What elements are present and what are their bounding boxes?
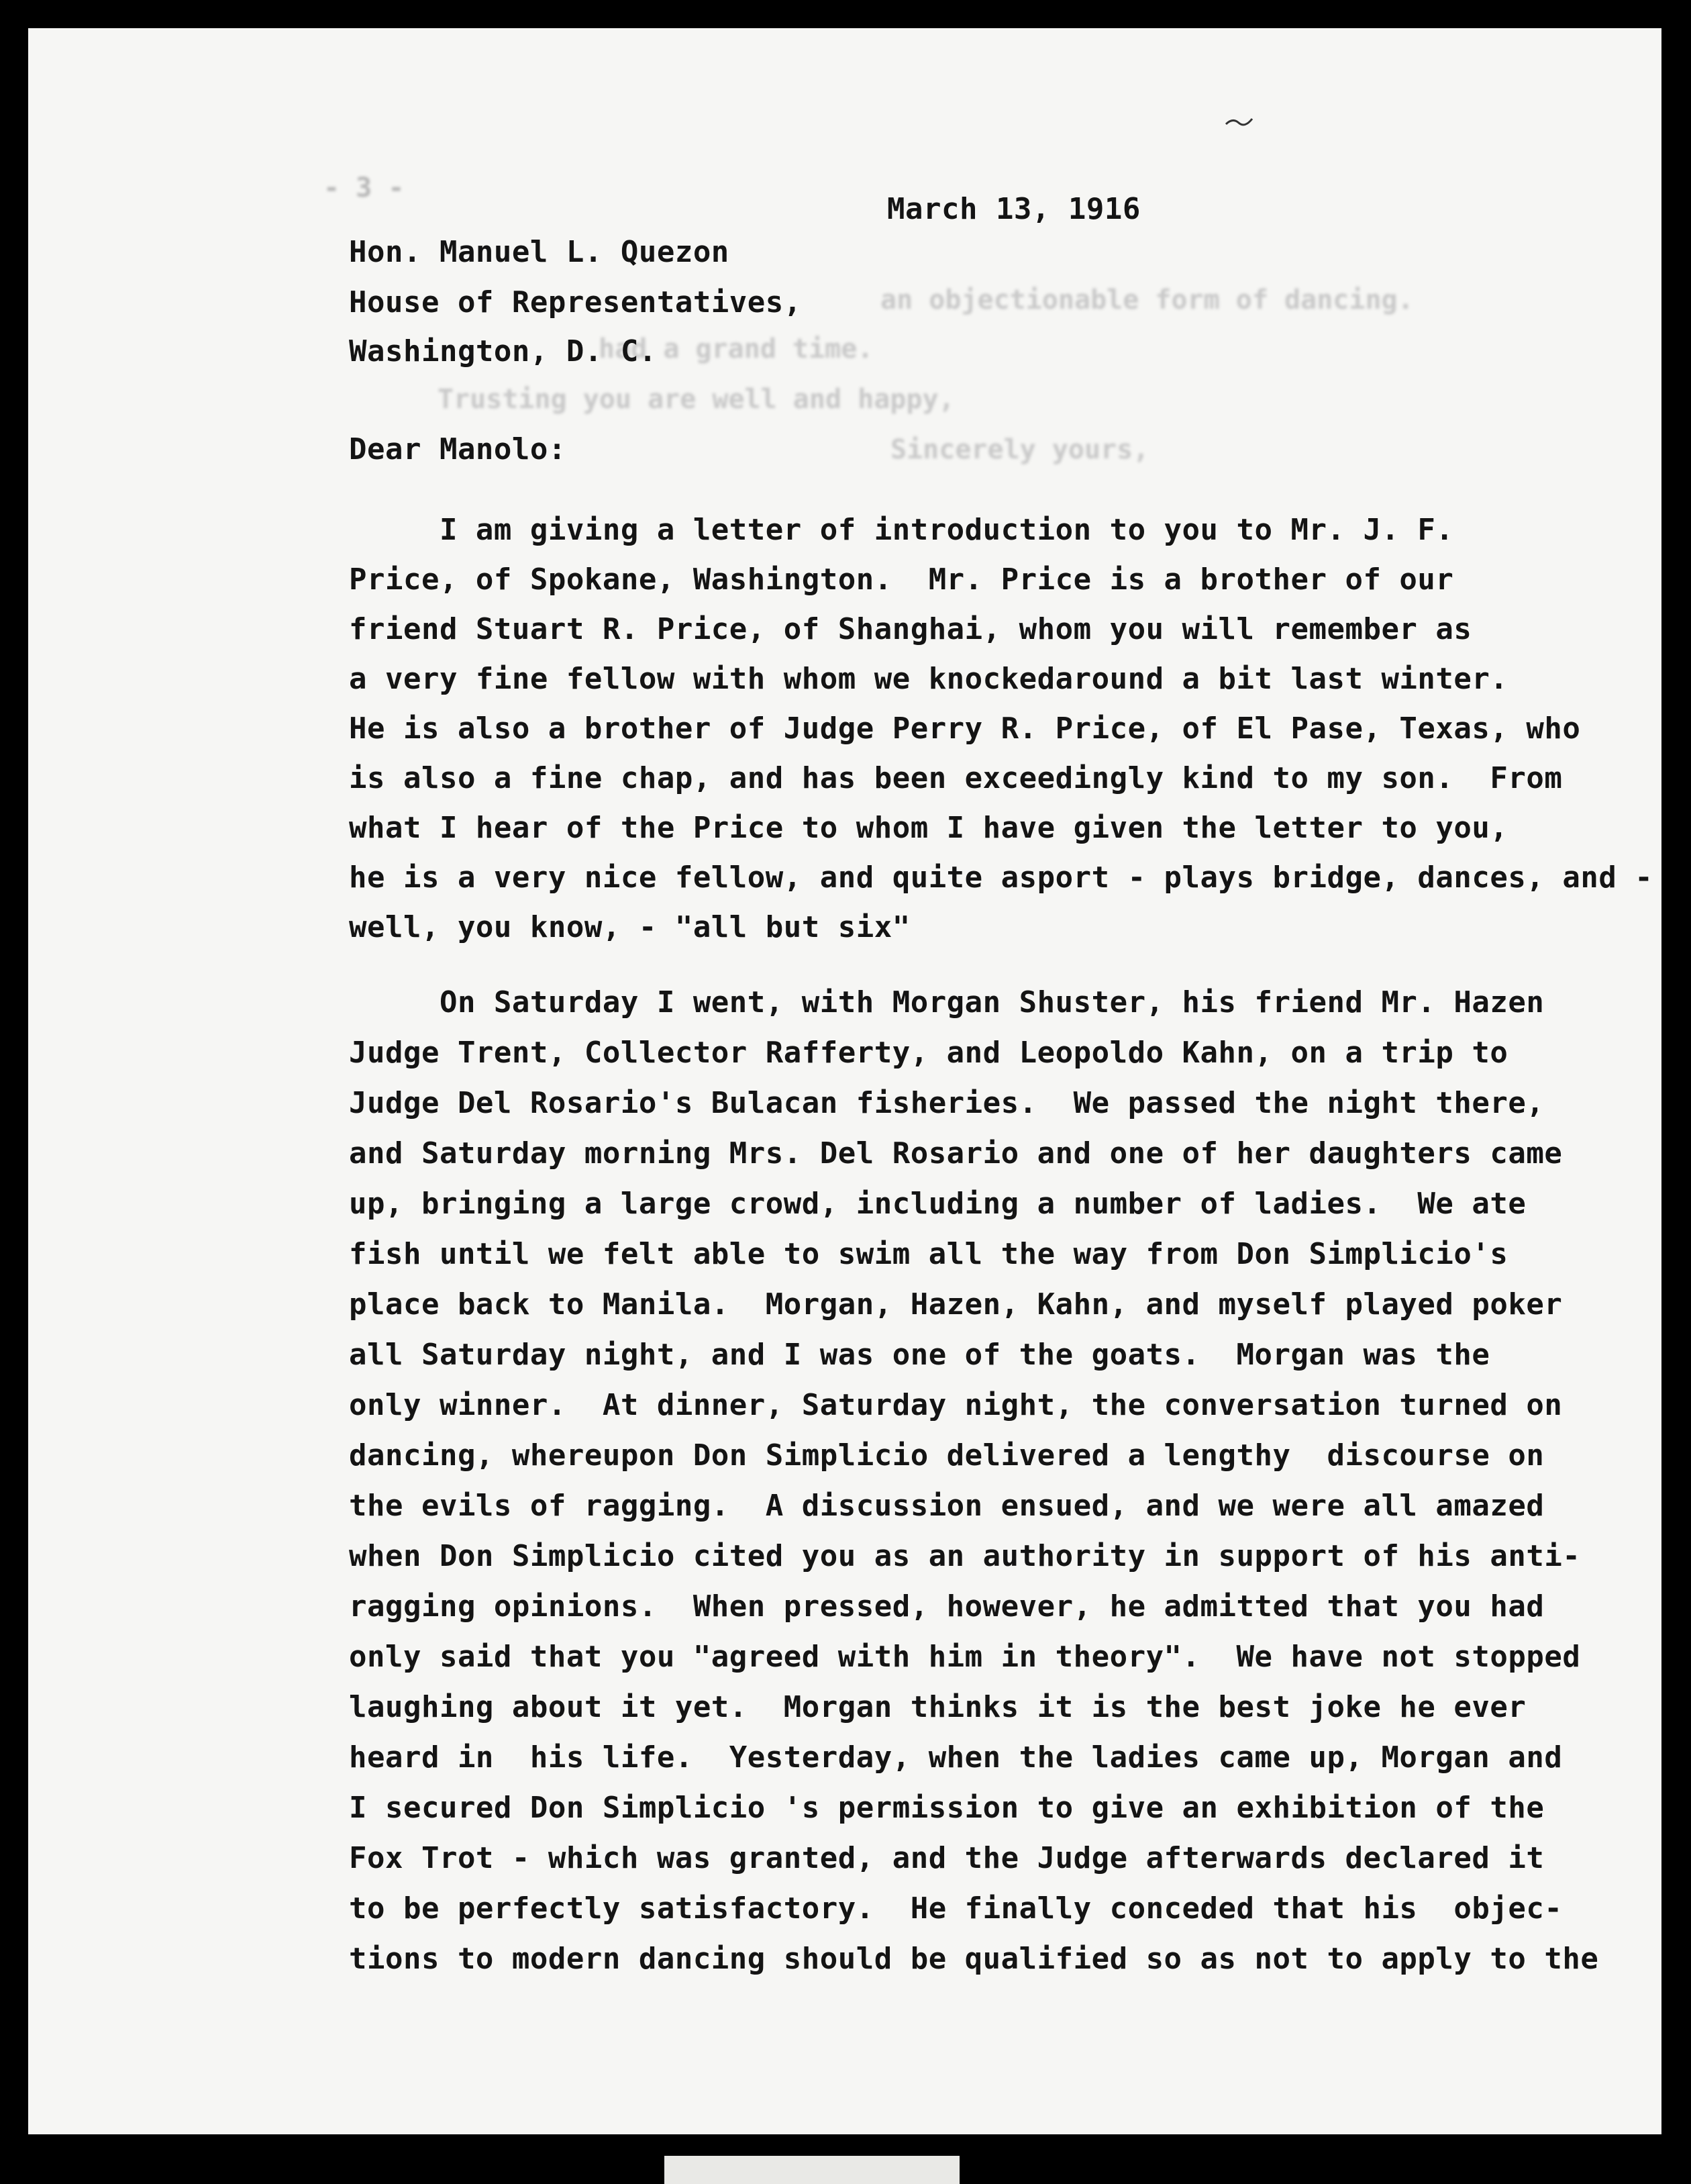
- text-line: up, bringing a large crowd, including a number of ladies. We ate: [349, 1187, 1527, 1221]
- pen-mark: [1223, 112, 1256, 132]
- text-line: when Don Simplicio cited you as an authority in support of his anti-: [349, 1539, 1581, 1573]
- text-line: what I hear of the Price to whom I have given the letter to you,: [349, 811, 1508, 845]
- text-line: to be perfectly satisfactory. He finally conceded that his objec-: [349, 1891, 1563, 1926]
- text-line: On Saturday I went, with Morgan Shuster, his friend Mr. Hazen: [349, 985, 1545, 1020]
- text-line: Fox Trot - which was granted, and the Judge afterwards declared it: [349, 1841, 1545, 1875]
- text-line: friend Stuart R. Price, of Shanghai, whom you will remember as: [349, 612, 1472, 646]
- letter-page: [28, 28, 1661, 2134]
- text-line: I am giving a letter of introduction to you to Mr. J. F.: [349, 513, 1454, 547]
- text-line: the evils of ragging. A discussion ensued, and we were all amazed: [349, 1489, 1545, 1523]
- address-line: House of Representatives,: [349, 285, 802, 319]
- text-line: Judge Del Rosario's Bulacan fisheries. We passed the night there,: [349, 1086, 1545, 1120]
- text-line: ragging opinions. When pressed, however, he admitted that you had: [349, 1589, 1545, 1624]
- text-line: dancing, whereupon Don Simplicio delivered a lengthy discourse on: [349, 1438, 1545, 1473]
- text-line: place back to Manila. Morgan, Hazen, Kahn, and myself played poker: [349, 1287, 1563, 1322]
- text-line: only said that you "agreed with him in theory". We have not stopped: [349, 1640, 1581, 1674]
- text-line: he is a very nice fellow, and quite asport - plays bridge, dances, and -: [349, 860, 1653, 895]
- text-line: Price, of Spokane, Washington. Mr. Price is a brother of our: [349, 562, 1454, 597]
- text-line: tions to modern dancing should be qualified so as not to apply to the: [349, 1942, 1599, 1976]
- address-line: Hon. Manuel L. Quezon: [349, 235, 729, 269]
- text-line: I secured Don Simplicio 's permission to give an exhibition of the: [349, 1791, 1545, 1825]
- text-line: a very fine fellow with whom we knockedaround a bit last winter.: [349, 662, 1508, 696]
- bleed-through-line-2: had a grand time.: [599, 334, 874, 364]
- scan-edge-strip: [664, 2156, 960, 2184]
- letter-date: March 13, 1916: [887, 192, 1141, 226]
- bleed-through-line-1: an objectionable form of dancing.: [880, 285, 1414, 315]
- bleed-through-line-3: Trusting you are well and happy,: [438, 384, 955, 415]
- text-line: laughing about it yet. Morgan thinks it is the best joke he ever: [349, 1690, 1527, 1724]
- text-line: all Saturday night, and I was one of the goats. Morgan was the: [349, 1338, 1490, 1372]
- text-line: only winner. At dinner, Saturday night, the conversation turned on: [349, 1388, 1563, 1422]
- text-line: well, you know, - "all but six": [349, 910, 911, 944]
- address-line: Washington, D. C.: [349, 334, 657, 368]
- text-line: Judge Trent, Collector Rafferty, and Leopoldo Kahn, on a trip to: [349, 1036, 1508, 1070]
- salutation: Dear Manolo:: [349, 432, 566, 466]
- text-line: He is also a brother of Judge Perry R. Price, of El Pase, Texas, who: [349, 711, 1581, 746]
- text-line: and Saturday morning Mrs. Del Rosario and one of her daughters came: [349, 1136, 1563, 1171]
- page-number: - 3 -: [323, 172, 405, 203]
- bleed-through-line-4: Sincerely yours,: [890, 434, 1149, 465]
- text-line: fish until we felt able to swim all the way from Don Simplicio's: [349, 1237, 1508, 1271]
- text-line: is also a fine chap, and has been exceedingly kind to my son. From: [349, 761, 1563, 795]
- text-line: heard in his life. Yesterday, when the ladies came up, Morgan and: [349, 1740, 1563, 1775]
